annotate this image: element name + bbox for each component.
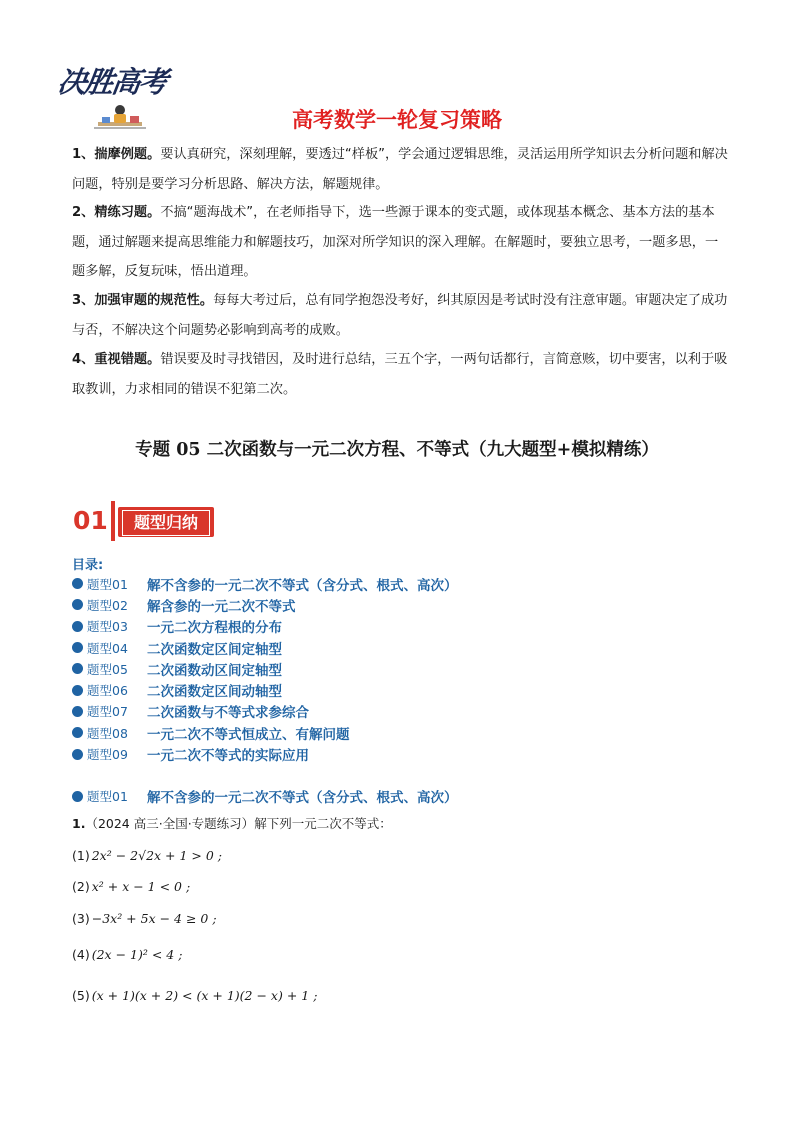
toc-item[interactable] [72,573,458,594]
strategy-paragraph-1 [72,140,728,199]
sub-question [72,947,182,962]
toc-item-name: 解不含参的一元二次不等式（含分式、根式、高次） [147,577,458,594]
toc-item[interactable] [72,679,458,700]
toc-item-name: 一元二次不等式恒成立、有解问题 [147,726,350,743]
section-badge [118,507,214,537]
bullet-icon [72,727,83,738]
strategy-paragraph-4 [72,345,728,404]
toc-item-number: 题型02 [87,597,128,613]
sub-question-expression: 2x² − 2√2x + 1 > 0 ; [91,848,223,863]
sub-question-number: (1) [72,848,90,863]
toc-item-name: 二次函数定区间定轴型 [147,641,282,658]
sub-question [72,911,217,926]
toc-list [72,573,458,765]
toc-item-number: 题型07 [87,704,128,720]
sub-question-number: (4) [72,947,90,962]
bullet-icon [72,642,83,653]
sub-question-expression: (x + 1)(x + 2) < (x + 1)(2 − x) + 1 ; [91,988,318,1003]
toc-item-name: 解含参的一元二次不等式 [147,598,296,615]
section-number: 题型01 [87,789,128,804]
strategy-text: 不搞“题海战术”，在老师指导下，选一些源于课本的变式题，或体现基本概念、基本方法的基本题，通过解题来提高思维能力和解题技巧，加深对所学知识的深入理解。在解题时，要独立思考，一题多思，一题多解，反复玩味，悟出道理。 [72,205,719,279]
strategy-label: 1、揣摩例题。 [72,147,161,162]
toc-item-name: 一元二次不等式的实际应用 [147,748,309,765]
toc-item-number: 题型08 [87,725,128,741]
toc-item[interactable] [72,594,458,615]
toc-item[interactable] [72,722,458,743]
toc-item[interactable] [72,637,458,658]
toc-item-name: 一元二次方程根的分布 [147,620,282,637]
toc-item-number: 题型04 [87,640,128,656]
topic-title: 专题 05 二次函数与一元二次方程、不等式（九大题型+模拟精练） [135,440,659,460]
section-badge-divider [111,501,115,541]
bullet-icon [72,621,83,632]
strategy-text: 要认真研究，深刻理解，要透过“样板”，学会通过逻辑思维，灵活运用所学知识去分析问题和解决问题，特别是要学习分析思路、解决方法，解题规律。 [72,147,728,192]
strategy-label: 2、精练习题。 [72,205,161,220]
main-title: 高考数学一轮复习策略 [292,108,502,132]
toc-item-name: 二次函数动区间定轴型 [147,662,282,679]
toc-item-name: 二次函数定区间动轴型 [147,684,282,701]
section-badge-label: 题型归纳 [122,510,210,536]
question-intro: 1.（2024 高三·全国·专题练习）解下列一元二次不等式： [72,816,392,831]
section-badge-number: 01 [73,506,108,535]
bullet-icon [72,685,83,696]
section-heading [72,786,458,806]
bullet-icon [72,599,83,610]
toc-label: 目录: [72,558,104,573]
sub-question-number: (2) [72,879,90,894]
question-prompt: 解下列一元二次不等式： [254,816,392,831]
strategy-label: 4、重视错题。 [72,352,161,367]
strategy-text: 每每大考过后，总有同学抱怨没考好，纠其原因是考试时没有注意审题。审题决定了成功与否，不解决这个问题势必影响到高考的成败。 [72,293,728,338]
sub-question-number: (3) [72,911,90,926]
sub-question-expression: −3x² + 5x − 4 ≥ 0 ; [91,911,217,926]
strategy-paragraph-3 [72,286,728,345]
strategy-paragraph-2 [72,198,728,287]
toc-item-name: 二次函数与不等式求参综合 [147,705,309,722]
sub-question-expression: x² + x − 1 < 0 ; [91,879,191,894]
toc-item[interactable] [72,616,458,637]
toc-item[interactable] [72,701,458,722]
toc-item-number: 题型03 [87,619,128,635]
bullet-icon [72,706,83,717]
bullet-icon [72,578,83,589]
question-source: （2024 高三·全国·专题练习） [85,816,255,831]
bullet-icon [72,749,83,760]
logo-text: 决胜高考 [55,65,169,99]
bullet-icon [72,663,83,674]
sub-question-expression: (2x − 1)² < 4 ; [91,947,183,962]
toc-item[interactable] [72,658,458,679]
sub-question [72,848,222,863]
strategy-label: 3、加强审题的规范性。 [72,293,214,308]
sub-question [72,879,190,894]
toc-item-number: 题型09 [87,747,128,763]
section-name: 解不含参的一元二次不等式（含分式、根式、高次） [147,790,458,806]
toc-item-number: 题型05 [87,661,128,677]
question-number: 1 [72,816,81,831]
toc-item-number: 题型01 [87,576,128,592]
sub-question-number: (5) [72,988,90,1003]
sub-question [72,988,317,1003]
bullet-icon [72,791,83,802]
strategy-text: 错误要及时寻找错因，及时进行总结，三五个字，一两句话都行，言简意赅，切中要害，以利于吸取教训，力求相同的错误不犯第二次。 [72,352,728,397]
toc-item-number: 题型06 [87,683,128,699]
toc-item[interactable] [72,743,458,764]
